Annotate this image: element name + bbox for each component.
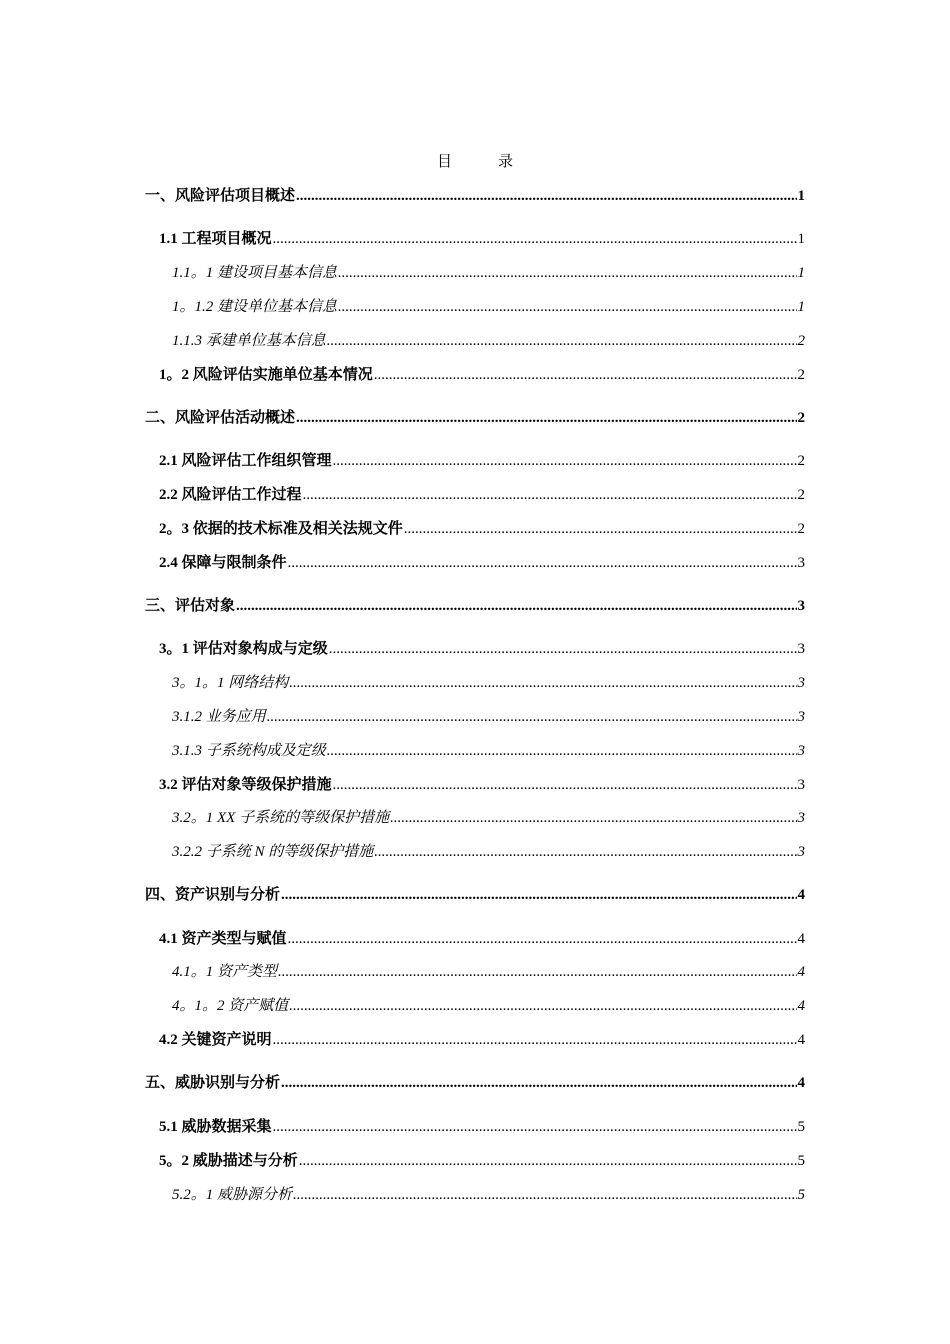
- toc-entry-page-number: 3: [797, 555, 805, 571]
- toc-entry[interactable]: [159, 519, 805, 539]
- toc-dot-leader: [374, 365, 797, 385]
- toc-entry[interactable]: [159, 929, 805, 949]
- toc-entry[interactable]: [159, 1030, 805, 1050]
- toc-entry-page-number: 3: [797, 743, 805, 759]
- toc-entry-page-number: 4: [797, 998, 805, 1014]
- toc-entry[interactable]: [159, 553, 805, 573]
- toc-entry-page-number: 4: [797, 1075, 805, 1091]
- toc-entry[interactable]: [172, 741, 805, 761]
- toc-entry-text: 1.1.3 承建单位基本信息: [172, 333, 326, 349]
- toc-dot-leader: [303, 485, 797, 505]
- toc-entry[interactable]: [172, 1185, 805, 1205]
- toc-dot-leader: [296, 408, 796, 428]
- toc-dot-leader: [289, 996, 796, 1016]
- toc-entry[interactable]: [145, 186, 805, 206]
- toc-entry-page-number: 5: [797, 1119, 805, 1135]
- toc-dot-leader: [289, 673, 796, 693]
- toc-entry-page-number: 1: [797, 188, 805, 204]
- toc-entry-text: 5.2。1 威胁源分析: [172, 1187, 293, 1203]
- toc-entry-page-number: 2: [797, 453, 805, 469]
- toc-entry-text: 3.1.2 业务应用: [172, 709, 266, 725]
- toc-dot-leader: [281, 885, 796, 905]
- toc-entry-page-number: 2: [797, 487, 805, 503]
- toc-entry-text: 3。1 评估对象构成与定级: [159, 641, 328, 657]
- toc-entry-page-number: 3: [797, 641, 805, 657]
- toc-entry[interactable]: [172, 808, 805, 828]
- toc-entry[interactable]: [172, 962, 805, 982]
- toc-entry-text: 4.1 资产类型与赋值: [159, 931, 287, 947]
- toc-dot-leader: [338, 263, 796, 283]
- toc-entry-text: 2.2 风险评估工作过程: [159, 487, 302, 503]
- toc-entry-page-number: 1: [797, 265, 805, 281]
- toc-entry-page-number: 3: [797, 844, 805, 860]
- toc-title: [0, 150, 950, 171]
- toc-dot-leader: [288, 553, 797, 573]
- toc-dot-leader: [299, 1151, 797, 1171]
- toc-entry-text: 一、风险评估项目概述: [145, 188, 296, 204]
- toc-entry-page-number: 2: [797, 410, 805, 426]
- toc-entry[interactable]: [159, 775, 805, 795]
- toc-dot-leader: [327, 741, 797, 761]
- toc-entry[interactable]: [172, 842, 805, 862]
- toc-dot-leader: [273, 1030, 797, 1050]
- toc-dot-leader: [333, 775, 797, 795]
- toc-dot-leader: [327, 331, 797, 351]
- toc-entry-page-number: 1: [797, 299, 805, 315]
- toc-dot-leader: [338, 297, 796, 317]
- toc-entry-page-number: 5: [797, 1153, 805, 1169]
- toc-entry-page-number: 3: [797, 675, 805, 691]
- toc-dot-leader: [267, 707, 797, 727]
- toc-dot-leader: [236, 596, 796, 616]
- toc-entry-text: 五、威胁识别与分析: [145, 1075, 281, 1091]
- toc-entry-page-number: 4: [797, 964, 805, 980]
- toc-entry[interactable]: [159, 485, 805, 505]
- toc-entry[interactable]: [172, 707, 805, 727]
- toc-entry-page-number: 3: [797, 709, 805, 725]
- toc-entry-text: 4。1。2 资产赋值: [172, 998, 289, 1014]
- toc-entry-page-number: 3: [797, 810, 805, 826]
- toc-entry-text: 4.1。1 资产类型: [172, 964, 278, 980]
- toc-dot-leader: [329, 639, 797, 659]
- toc-entry-page-number: 4: [797, 1032, 805, 1048]
- toc-entry[interactable]: [172, 673, 805, 693]
- toc-title-char-2: 录: [498, 154, 514, 170]
- toc-dot-leader: [281, 1073, 796, 1093]
- toc-entry[interactable]: [159, 365, 805, 385]
- toc-entry-text: 4.2 关键资产说明: [159, 1032, 272, 1048]
- toc-entry[interactable]: [145, 885, 805, 905]
- toc-entry[interactable]: [145, 1073, 805, 1093]
- toc-entry[interactable]: [159, 1117, 805, 1137]
- toc-dot-leader: [273, 229, 797, 249]
- toc-entry[interactable]: [172, 996, 805, 1016]
- toc-entry-page-number: 2: [797, 367, 805, 383]
- toc-entry-text: 3。1。1 网络结构: [172, 675, 289, 691]
- toc-dot-leader: [296, 186, 796, 206]
- toc-entry[interactable]: [172, 297, 805, 317]
- toc-entry[interactable]: [145, 408, 805, 428]
- toc-entry-text: 1.1。1 建设项目基本信息: [172, 265, 338, 281]
- toc-dot-leader: [273, 1117, 797, 1137]
- toc-entry-text: 3.2.2 子系统 N 的等级保护措施: [172, 844, 374, 860]
- toc-entry-text: 三、评估对象: [145, 598, 236, 614]
- toc-dot-leader: [293, 1185, 796, 1205]
- toc-entry-text: 5.1 威胁数据采集: [159, 1119, 272, 1135]
- toc-entry-text: 3.1.3 子系统构成及定级: [172, 743, 326, 759]
- toc-entry[interactable]: [172, 263, 805, 283]
- toc-entry-page-number: 4: [797, 931, 805, 947]
- toc-entry[interactable]: [172, 331, 805, 351]
- toc-entry[interactable]: [159, 451, 805, 471]
- toc-entry[interactable]: [145, 596, 805, 616]
- toc-entry-text: 5。2 威胁描述与分析: [159, 1153, 298, 1169]
- toc-entry-text: 1。1.2 建设单位基本信息: [172, 299, 338, 315]
- toc-dot-leader: [374, 842, 796, 862]
- toc-entry[interactable]: [159, 1151, 805, 1171]
- toc-title-char-1: 目: [436, 154, 452, 170]
- toc-dot-leader: [404, 519, 797, 539]
- toc-entry-page-number: 1: [797, 231, 805, 247]
- toc-dot-leader: [333, 451, 797, 471]
- toc-entry-text: 2.1 风险评估工作组织管理: [159, 453, 332, 469]
- toc-entry-text: 二、风险评估活动概述: [145, 410, 296, 426]
- toc-entry-page-number: 4: [797, 887, 805, 903]
- toc-entry-page-number: 5: [797, 1187, 805, 1203]
- toc-entry[interactable]: [159, 229, 805, 249]
- toc-entry-text: 3.2。1 XX 子系统的等级保护措施: [172, 810, 390, 826]
- toc-dot-leader: [390, 808, 796, 828]
- toc-entry-text: 3.2 评估对象等级保护措施: [159, 777, 332, 793]
- toc-entry-page-number: 3: [797, 777, 805, 793]
- toc-entry-text: 1。2 风险评估实施单位基本情况: [159, 367, 373, 383]
- toc-entry-text: 四、资产识别与分析: [145, 887, 281, 903]
- toc-entry-page-number: 3: [797, 598, 805, 614]
- toc-entry[interactable]: [159, 639, 805, 659]
- toc-dot-leader: [288, 929, 797, 949]
- toc-entry-page-number: 2: [797, 333, 805, 349]
- toc-entry-text: 2。3 依据的技术标准及相关法规文件: [159, 521, 403, 537]
- toc-entry-text: 2.4 保障与限制条件: [159, 555, 287, 571]
- toc-dot-leader: [278, 962, 796, 982]
- toc-entry-text: 1.1 工程项目概况: [159, 231, 272, 247]
- toc-entry-page-number: 2: [797, 521, 805, 537]
